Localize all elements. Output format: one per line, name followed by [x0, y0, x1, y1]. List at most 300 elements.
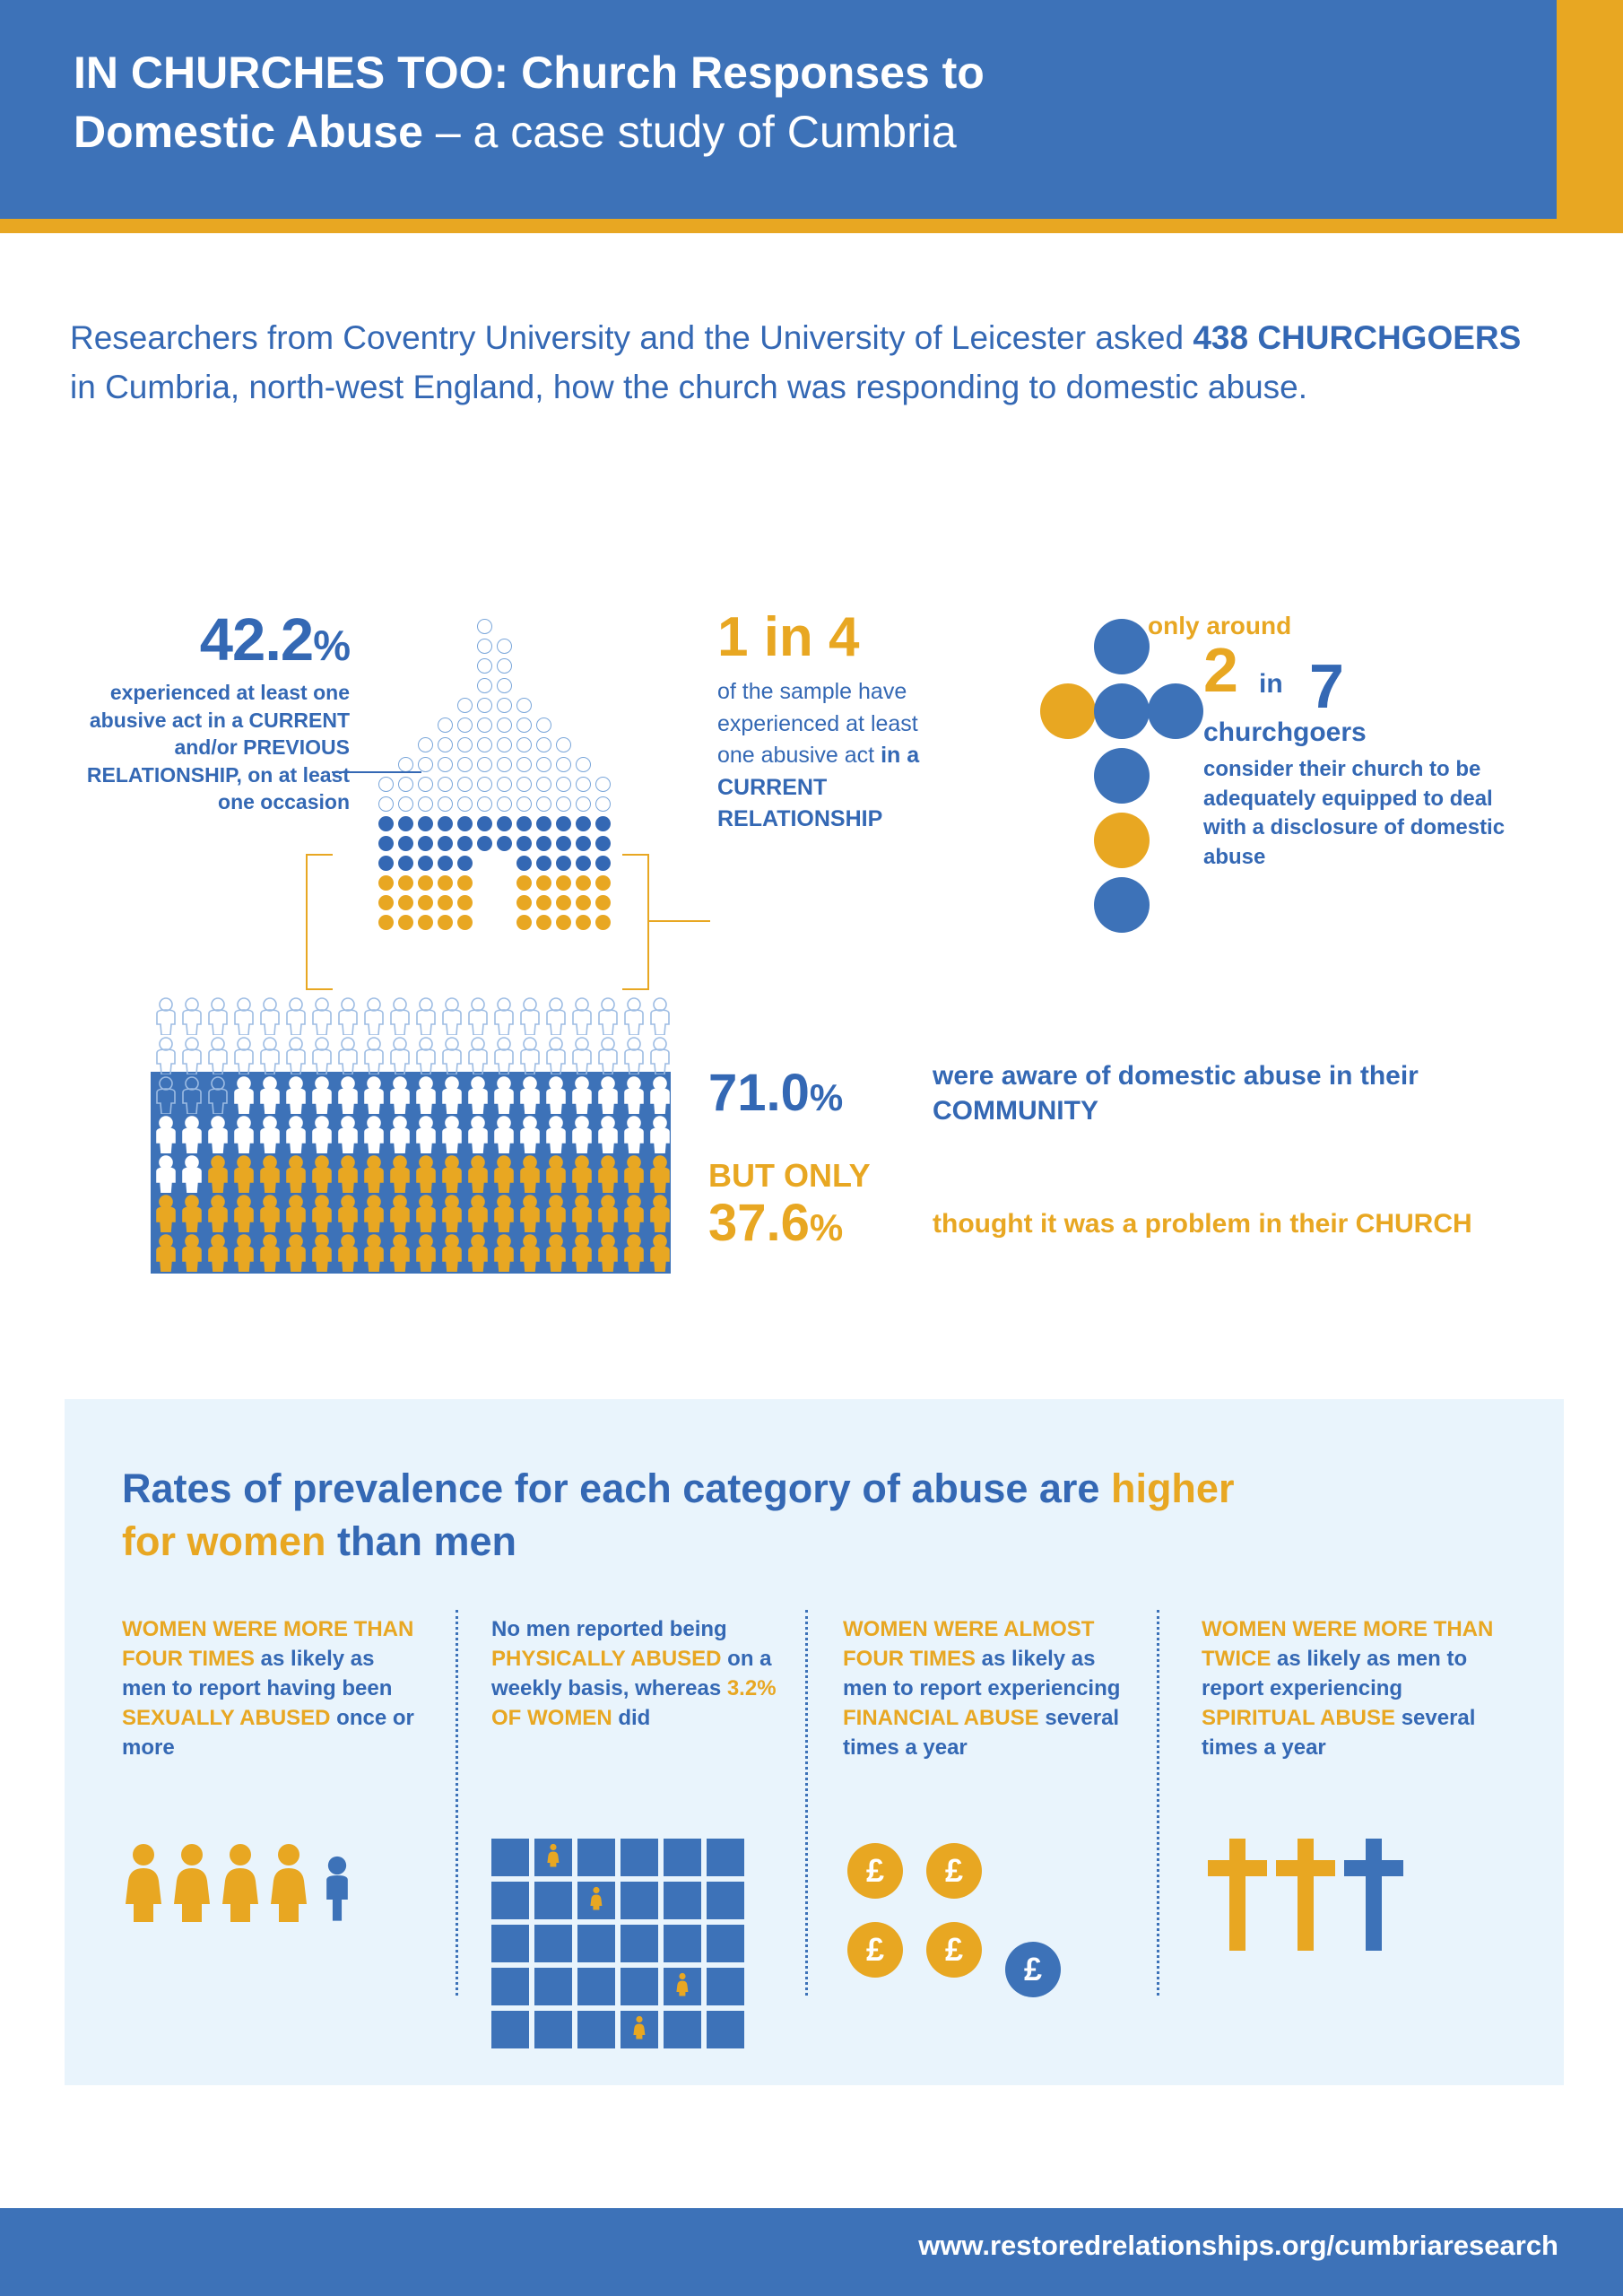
- church-chart-dot: [378, 875, 394, 891]
- panel-column-financial-abuse: [843, 1614, 1139, 1763]
- person-icon: [622, 1234, 646, 1272]
- person-icon: [648, 1155, 672, 1193]
- person-icon: [258, 1116, 282, 1153]
- stat-42-number: 42.2: [199, 606, 314, 674]
- pound-coin-icon: £: [847, 1843, 903, 1899]
- church-chart-dot: [536, 875, 551, 891]
- church-chart-dot: [398, 796, 413, 812]
- person-icon: [544, 997, 568, 1035]
- cross-icon: [1274, 1839, 1337, 1955]
- person-icon: [336, 997, 360, 1035]
- church-chart-dot: [556, 816, 571, 831]
- grid-cell: [491, 1839, 529, 1876]
- grid-cell: [664, 2011, 701, 2048]
- grid-cell: [621, 1882, 658, 1919]
- grid-cell: [577, 1968, 615, 2005]
- church-chart-dot: [378, 895, 394, 910]
- person-icon: [362, 1037, 386, 1074]
- church-chart-dot: [595, 777, 611, 792]
- panel-column-3-segment-1: WOMEN WERE ALMOST FOUR TIMES: [843, 1617, 1095, 1672]
- panel-column-2-segment-2: PHYSICALLY ABUSED: [491, 1647, 728, 1672]
- person-icon: [570, 1116, 594, 1153]
- person-icon: [518, 1076, 542, 1114]
- intro-part1: Researchers from Coventry University and the University of Leicester asked: [70, 319, 1193, 356]
- person-icon: [362, 1116, 386, 1153]
- church-chart-dot: [536, 796, 551, 812]
- panel-column-1-text: [122, 1614, 418, 1763]
- person-icon: [440, 1116, 464, 1153]
- panel-column-1-segment-1: WOMEN WERE MORE THAN FOUR TIMES: [122, 1617, 414, 1672]
- woman-mini-icon: [589, 1887, 603, 1915]
- page-title-line2-bold: Domestic Abuse: [74, 107, 423, 157]
- church-chart-dot: [516, 836, 532, 851]
- person-icon: [310, 1116, 334, 1153]
- panel-column-sexual-abuse: [122, 1614, 418, 1763]
- church-chart-dot: [497, 796, 512, 812]
- person-icon: [232, 997, 256, 1035]
- church-chart-dot: [516, 777, 532, 792]
- church-chart-dot: [378, 856, 394, 871]
- person-icon: [648, 1195, 672, 1232]
- two-in-seven-dot: [1094, 877, 1150, 933]
- grid-cell: [664, 1882, 701, 1919]
- person-icon: [362, 1234, 386, 1272]
- person-icon: [284, 1116, 308, 1153]
- church-chart-dot: [438, 895, 453, 910]
- grid-cell: [534, 1839, 572, 1876]
- church-chart-dot: [477, 757, 492, 772]
- person-icon: [440, 1155, 464, 1193]
- panel-column-2-segment-4: 3.2% OF WOMEN: [491, 1676, 777, 1731]
- person-icon: [206, 997, 230, 1035]
- church-chart-dot: [438, 816, 453, 831]
- church-bracket-left: [306, 854, 333, 990]
- person-icon: [648, 1234, 672, 1272]
- panel-heading-part1: Rates of prevalence for each category of abuse are: [122, 1465, 1111, 1511]
- person-icon: [258, 1155, 282, 1193]
- woman-mini-icon: [632, 2016, 647, 2044]
- grid-cell: [577, 1839, 615, 1876]
- cross-icon: [1206, 1839, 1269, 1955]
- church-chart-dot: [556, 796, 571, 812]
- person-icon: [466, 1155, 490, 1193]
- church-chart-dot: [536, 915, 551, 930]
- church-chart-dot: [595, 836, 611, 851]
- panel-column-physical-abuse: [491, 1614, 787, 1733]
- person-icon: [232, 1076, 256, 1114]
- person-icon: [518, 1037, 542, 1074]
- person-icon: [492, 1234, 516, 1272]
- panel-column-3-segment-2: as likely as men to report experiencing: [843, 1647, 1121, 1701]
- person-icon: [232, 1116, 256, 1153]
- person-icon: [544, 1155, 568, 1193]
- grid-cell: [577, 2011, 615, 2048]
- person-icon: [492, 997, 516, 1035]
- person-icon: [440, 1076, 464, 1114]
- church-chart-dot: [378, 816, 394, 831]
- man-icon: [316, 1856, 359, 1928]
- panel-divider-2: [805, 1610, 808, 1996]
- person-icon: [414, 1155, 438, 1193]
- church-chart-dot: [595, 875, 611, 891]
- church-chart-dot: [418, 757, 433, 772]
- church-chart-dot: [398, 757, 413, 772]
- church-chart-dot: [438, 718, 453, 733]
- church-chart-dot: [576, 895, 591, 910]
- church-chart-dot: [536, 777, 551, 792]
- person-icon: [336, 1195, 360, 1232]
- panel-column-2-segment-3: on a weekly basis, whereas: [491, 1647, 772, 1701]
- person-icon: [596, 1116, 620, 1153]
- grid-cell: [491, 1925, 529, 1962]
- church-chart-dot: [477, 639, 492, 654]
- church-chart-dot: [438, 875, 453, 891]
- grid-cell: [707, 1968, 744, 2005]
- person-icon: [284, 1234, 308, 1272]
- church-chart-dot: [418, 836, 433, 851]
- church-chart-dot: [438, 836, 453, 851]
- church-chart-dot: [457, 796, 473, 812]
- panel-heading: [122, 1462, 1288, 1569]
- panel-divider-3: [1157, 1610, 1159, 1996]
- grid-cell: [664, 1925, 701, 1962]
- church-chart-dot: [595, 796, 611, 812]
- person-icon: [544, 1076, 568, 1114]
- church-chart-dot: [378, 796, 394, 812]
- person-icon: [180, 1195, 204, 1232]
- person-icon: [518, 1155, 542, 1193]
- stat-42-value: [54, 606, 350, 674]
- two-in-seven-number-row: [1203, 635, 1515, 721]
- church-chart-dot: [536, 737, 551, 752]
- person-icon: [336, 1076, 360, 1114]
- person-icon: [154, 1155, 178, 1193]
- church-chart-dot: [497, 718, 512, 733]
- person-icon: [596, 997, 620, 1035]
- two-in-seven-num2: 7: [1309, 651, 1344, 721]
- church-chart-dot: [516, 796, 532, 812]
- person-icon: [258, 1234, 282, 1272]
- person-icon: [544, 1234, 568, 1272]
- church-chart-dot: [576, 856, 591, 871]
- church-chart-dot: [398, 777, 413, 792]
- person-icon: [180, 1116, 204, 1153]
- two-in-seven-description: consider their church to be adequately equipped to deal with a disclosure of domestic abuse: [1203, 757, 1506, 869]
- person-icon: [258, 1037, 282, 1074]
- intro-paragraph: [70, 314, 1523, 413]
- panel-column-3-segment-4: several times a year: [843, 1706, 1120, 1761]
- person-icon: [414, 997, 438, 1035]
- woman-icon: [122, 1843, 165, 1928]
- person-icon: [570, 1037, 594, 1074]
- person-icon: [440, 997, 464, 1035]
- person-icon: [284, 997, 308, 1035]
- church-chart-dot: [516, 698, 532, 713]
- person-icon: [232, 1155, 256, 1193]
- panel-column-2-segment-5: did: [618, 1706, 651, 1731]
- one-in-four-desc-bold: in a CURRENT RELATIONSHIP: [717, 743, 920, 831]
- grid-cell: [577, 1925, 615, 1962]
- grid-cell: [534, 1968, 572, 2005]
- person-icon: [154, 1234, 178, 1272]
- panel-column-4-segment-4: several times a year: [1202, 1706, 1476, 1761]
- person-icon: [388, 1116, 412, 1153]
- person-icon: [596, 1155, 620, 1193]
- person-icon: [362, 1195, 386, 1232]
- grid-cell: [707, 1882, 744, 1919]
- person-icon: [622, 997, 646, 1035]
- church-chart-dot: [438, 777, 453, 792]
- church-chart-dot: [398, 816, 413, 831]
- church-chart-dot: [457, 718, 473, 733]
- person-icon: [492, 1037, 516, 1074]
- person-icon: [206, 1155, 230, 1193]
- church-chart-dot: [516, 757, 532, 772]
- panel-heading-part2: than men: [325, 1518, 517, 1565]
- church-chart-dot: [418, 895, 433, 910]
- church-chart-dot: [536, 757, 551, 772]
- person-icon: [622, 1155, 646, 1193]
- church-chart-dot: [576, 816, 591, 831]
- person-icon: [414, 1234, 438, 1272]
- grid-cell: [621, 1968, 658, 2005]
- church-chart-dot: [418, 816, 433, 831]
- person-icon: [466, 1076, 490, 1114]
- church-chart-dot: [536, 836, 551, 851]
- person-icon: [336, 1155, 360, 1193]
- person-icon: [206, 1195, 230, 1232]
- person-icon: [154, 1037, 178, 1074]
- person-icon: [232, 1195, 256, 1232]
- person-icon: [206, 1234, 230, 1272]
- church-chart-dot: [516, 875, 532, 891]
- person-icon: [310, 1195, 334, 1232]
- church-chart-dot: [378, 836, 394, 851]
- person-icon: [284, 1155, 308, 1193]
- church-chart-dot: [595, 816, 611, 831]
- but-only-label: BUT ONLY: [708, 1157, 871, 1194]
- church-chart-dot: [576, 836, 591, 851]
- church-chart-dot: [497, 757, 512, 772]
- church-chart-dot: [497, 816, 512, 831]
- person-icon: [544, 1116, 568, 1153]
- person-icon: [206, 1076, 230, 1114]
- person-icon: [232, 1037, 256, 1074]
- church-chart-dot: [418, 737, 433, 752]
- church-chart-dot: [516, 895, 532, 910]
- person-icon: [518, 1195, 542, 1232]
- person-icon: [466, 1195, 490, 1232]
- person-icon: [388, 1076, 412, 1114]
- church-chart-dot: [438, 757, 453, 772]
- church-chart-dot: [497, 698, 512, 713]
- church-chart-dot: [516, 816, 532, 831]
- woman-mini-icon: [675, 1973, 690, 2001]
- intro-part2: in Cumbria, north-west England, how the church was responding to domestic abuse.: [70, 368, 1308, 405]
- pound-coin-icon: £: [926, 1922, 982, 1978]
- person-icon: [180, 997, 204, 1035]
- person-icon: [154, 1116, 178, 1153]
- stat-42-unit: %: [313, 622, 350, 669]
- church-chart-dot: [477, 718, 492, 733]
- church-chart-dot: [516, 856, 532, 871]
- stat-376-text: thought it was a problem in their CHURCH: [933, 1208, 1472, 1239]
- person-icon: [570, 997, 594, 1035]
- panel-column-3-text: [843, 1614, 1139, 1763]
- person-icon: [388, 1234, 412, 1272]
- panel-column-1-segment-3: SEXUALLY ABUSED: [122, 1706, 337, 1731]
- church-chart-dot: [477, 619, 492, 634]
- person-icon: [518, 1234, 542, 1272]
- church-chart-dot: [457, 698, 473, 713]
- church-chart-dot: [418, 777, 433, 792]
- church-chart-dot: [477, 777, 492, 792]
- stat-71-text: were aware of domestic abuse in their COMMUNITY: [933, 1061, 1419, 1126]
- person-icon: [414, 1116, 438, 1153]
- church-chart-dot: [438, 737, 453, 752]
- church-chart-dot: [457, 915, 473, 930]
- church-chart-dot: [556, 737, 571, 752]
- person-icon: [362, 1155, 386, 1193]
- grid-cell: [664, 1839, 701, 1876]
- person-icon: [440, 1195, 464, 1232]
- pound-coin-icon: £: [847, 1922, 903, 1978]
- panel-column-2-segment-1: No men reported being: [491, 1617, 727, 1641]
- person-icon: [596, 1195, 620, 1232]
- panel-column-4-segment-3: SPIRITUAL ABUSE: [1202, 1706, 1402, 1731]
- person-icon: [310, 1234, 334, 1272]
- panel-column-spiritual-abuse: [1202, 1614, 1497, 1763]
- woman-icon: [267, 1843, 310, 1928]
- church-chart-dot: [378, 915, 394, 930]
- panel-column-1-segment-4: once or more: [122, 1706, 414, 1761]
- church-chart-dot: [378, 777, 394, 792]
- person-icon: [388, 1037, 412, 1074]
- intro-highlight: 438 CHURCHGOERS: [1193, 319, 1522, 356]
- pound-coin-icon: £: [1005, 1942, 1061, 1997]
- church-chart-dot: [477, 737, 492, 752]
- church-chart-dot: [398, 856, 413, 871]
- person-icon: [284, 1037, 308, 1074]
- church-chart-dot: [477, 658, 492, 674]
- person-icon: [180, 1155, 204, 1193]
- person-icon: [232, 1234, 256, 1272]
- church-chart-dot: [556, 915, 571, 930]
- grid-cell: [621, 1925, 658, 1962]
- church-chart-dot: [516, 718, 532, 733]
- person-icon: [310, 1037, 334, 1074]
- church-chart-dot: [457, 875, 473, 891]
- person-icon: [180, 1234, 204, 1272]
- person-icon: [414, 1076, 438, 1114]
- one-in-four-desc-plain: of the sample have experienced at least one abusive act: [717, 679, 918, 768]
- one-in-four-connector: [647, 920, 710, 922]
- church-chart-dot: [536, 816, 551, 831]
- person-icon: [518, 1116, 542, 1153]
- church-chart-dot: [556, 895, 571, 910]
- person-icon: [440, 1234, 464, 1272]
- person-icon: [310, 1155, 334, 1193]
- panel-column-4-segment-2: as likely as men to report experiencing: [1202, 1647, 1468, 1701]
- church-chart-dot: [556, 875, 571, 891]
- church-chart-dot: [477, 678, 492, 693]
- church-chart-dot: [457, 856, 473, 871]
- person-icon: [596, 1076, 620, 1114]
- grid-cell: [707, 1839, 744, 1876]
- panel-heading-gold: higher for women: [122, 1465, 1235, 1565]
- church-chart-dot: [556, 777, 571, 792]
- panel-column-3-segment-3: FINANCIAL ABUSE: [843, 1706, 1046, 1731]
- church-chart-dot: [418, 875, 433, 891]
- person-icon: [596, 1037, 620, 1074]
- person-icon: [362, 1076, 386, 1114]
- page-title-line1: IN CHURCHES TOO: Church Responses to: [74, 48, 985, 98]
- person-icon: [388, 1155, 412, 1193]
- church-chart-dot: [477, 698, 492, 713]
- church-chart-dot: [536, 856, 551, 871]
- stat-one-in-four-block: [717, 606, 942, 836]
- person-icon: [492, 1155, 516, 1193]
- person-icon: [206, 1037, 230, 1074]
- panel-divider-1: [456, 1610, 458, 1996]
- footer-url[interactable]: www.restoredrelationships.org/cumbriaresearch: [918, 2230, 1558, 2261]
- person-icon: [570, 1155, 594, 1193]
- stat-71-block: [708, 1058, 1542, 1128]
- person-icon: [388, 1195, 412, 1232]
- church-chart-dot: [556, 836, 571, 851]
- person-icon: [622, 1116, 646, 1153]
- church-chart-dot: [497, 737, 512, 752]
- person-icon: [622, 1037, 646, 1074]
- grid-cell: [621, 2011, 658, 2048]
- person-icon: [258, 997, 282, 1035]
- stat-42-block: [54, 606, 350, 816]
- grid-cell: [577, 1882, 615, 1919]
- church-chart-dot: [418, 856, 433, 871]
- stat-42-connector: [332, 771, 421, 773]
- panel-column-4-segment-1: WOMEN WERE MORE THAN TWICE: [1202, 1617, 1494, 1672]
- church-chart-dot: [457, 895, 473, 910]
- person-icon: [206, 1116, 230, 1153]
- person-icon: [154, 1076, 178, 1114]
- one-in-four-headline: 1 in 4: [717, 606, 860, 668]
- church-dot-chart: [359, 619, 637, 978]
- person-icon: [310, 997, 334, 1035]
- person-icon: [466, 997, 490, 1035]
- person-icon: [466, 1116, 490, 1153]
- person-icon: [180, 1037, 204, 1074]
- people-pictogram: [151, 996, 671, 1274]
- header-underline: [0, 219, 1623, 233]
- person-icon: [596, 1234, 620, 1272]
- person-icon: [154, 997, 178, 1035]
- grid-cell: [491, 2011, 529, 2048]
- stat-71-unit: %: [809, 1076, 844, 1118]
- church-chart-dot: [556, 856, 571, 871]
- church-chart-dot: [438, 915, 453, 930]
- church-chart-dot: [595, 895, 611, 910]
- person-icon: [492, 1116, 516, 1153]
- two-in-seven-subject: churchgoers: [1203, 718, 1367, 747]
- panel-column-2-text: [491, 1614, 787, 1733]
- church-chart-dot: [457, 777, 473, 792]
- church-bracket-right: [622, 854, 649, 990]
- grid-cell: [491, 1882, 529, 1919]
- church-chart-dot: [595, 856, 611, 871]
- church-chart-dot: [556, 757, 571, 772]
- church-chart-dot: [497, 639, 512, 654]
- church-chart-dot: [576, 915, 591, 930]
